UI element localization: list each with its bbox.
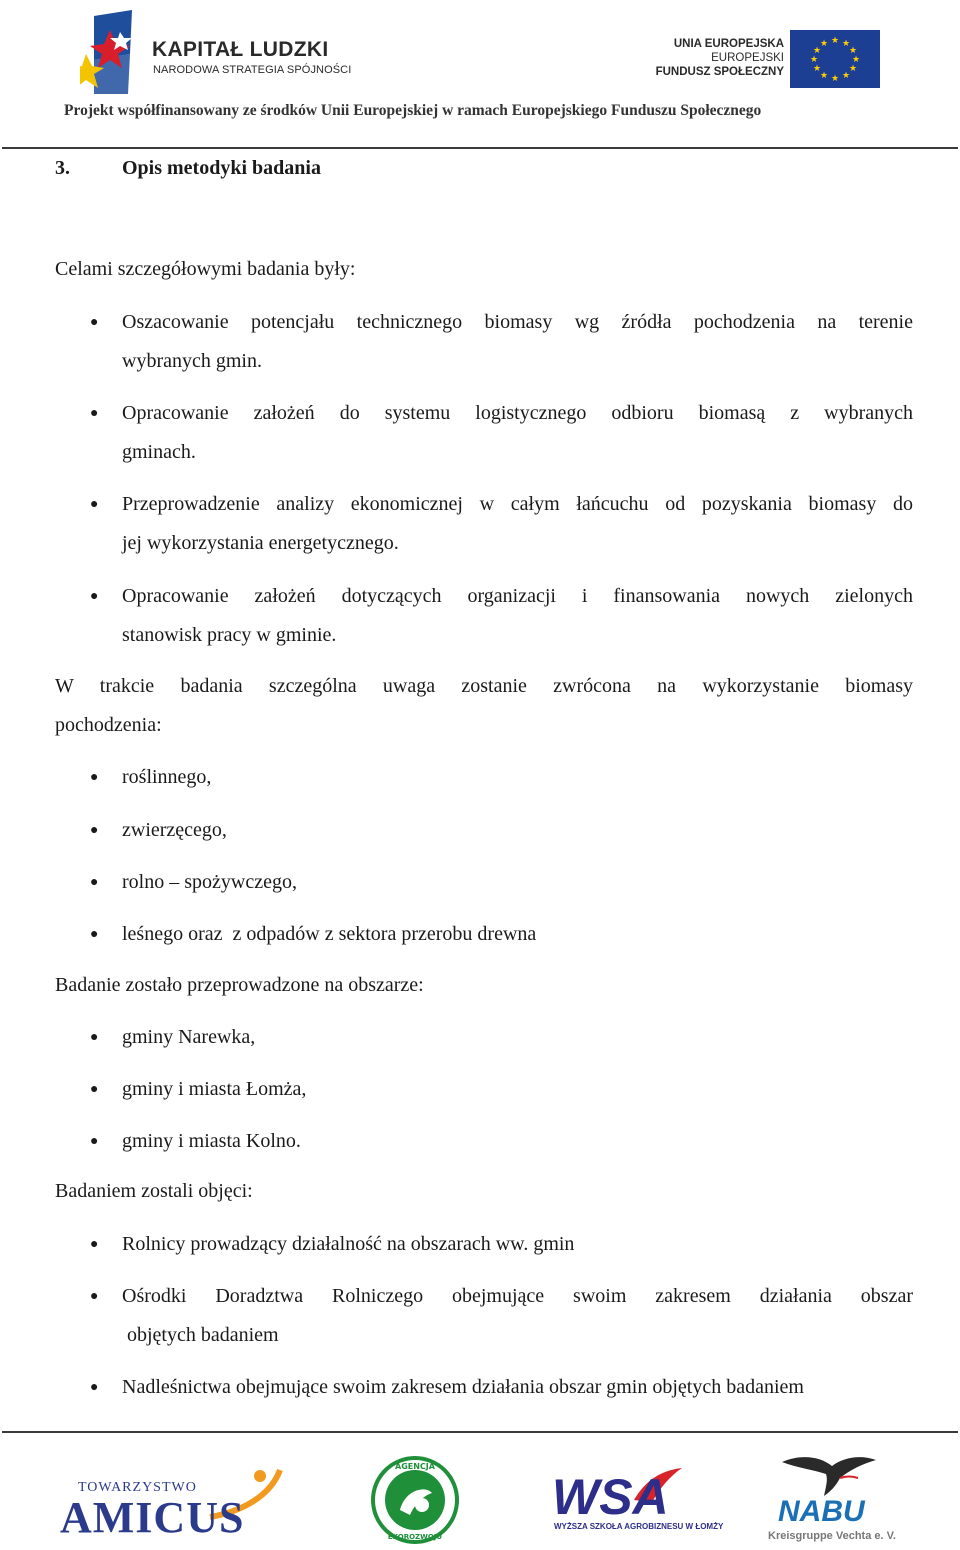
footer-divider <box>2 1431 958 1433</box>
bullet-icon: ● <box>90 315 99 330</box>
kapital-ludzki-subtitle: NARODOWA STRATEGIA SPÓJNOŚCI <box>153 64 352 76</box>
svg-text:★: ★ <box>812 64 822 74</box>
kapital-ludzki-title: KAPITAŁ LUDZKI <box>152 38 329 61</box>
kapital-ludzki-logo <box>80 10 160 95</box>
goals-intro: Celami szczegółowymi badania były: <box>55 258 356 280</box>
bullet-icon: ● <box>90 1380 99 1395</box>
section-number: 3. <box>55 157 70 179</box>
eu-fund-text <box>640 37 784 79</box>
subjects-intro: Badaniem zostali objęci: <box>55 1180 253 1202</box>
eu-line-1: UNIA EUROPEJSKA <box>673 38 784 50</box>
eu-flag-icon <box>790 30 880 88</box>
svg-text:★: ★ <box>851 55 861 65</box>
bullet-icon: ● <box>90 1082 99 1097</box>
svg-text:★: ★ <box>809 55 819 65</box>
svg-text:★: ★ <box>830 36 840 46</box>
wsa-big-text: WSA <box>552 1469 669 1525</box>
svg-text:★: ★ <box>841 39 851 49</box>
bullet-icon: ● <box>90 1289 99 1304</box>
eu-line-2: EUROPEJSKI <box>711 52 784 64</box>
wsa-sub-text: WYŻSZA SZKOŁA AGROBIZNESU W ŁOMŻY <box>554 1522 724 1531</box>
agencja-ekorozwoju-logo-icon <box>370 1455 460 1545</box>
nabu-sub-text: Kreisgruppe Vechta e. V. <box>768 1530 896 1542</box>
page-header <box>0 0 960 148</box>
focus-paragraph-line-1: W trakcie badania szczególna uwaga zostanie zwrócona na wykorzystanie biomasy <box>55 675 913 697</box>
bullet-icon: ● <box>90 770 99 785</box>
svg-text:★: ★ <box>812 46 822 56</box>
ekorozwoj-bottom-text: EKOROZWOJU <box>387 1533 443 1541</box>
bullet-icon: ● <box>90 875 99 890</box>
area-intro: Badanie zostało przeprowadzone na obszarze: <box>55 974 424 996</box>
amicus-big-text: AMICUS <box>60 1493 245 1542</box>
svg-text:★: ★ <box>848 64 858 74</box>
cofinancing-tagline: Projekt współfinansowany ze środków Unii Europejskiej w ramach Europejskiego Funduszu Społecznego <box>64 102 762 119</box>
header-divider <box>2 147 958 149</box>
bullet-icon: ● <box>90 1030 99 1045</box>
bullet-icon: ● <box>90 927 99 942</box>
bullet-icon: ● <box>90 497 99 512</box>
bullet-icon: ● <box>90 589 99 604</box>
nabu-big-text: NABU <box>778 1495 865 1528</box>
svg-text:★: ★ <box>819 71 829 81</box>
ekorozwoj-top-text: AGENCJA <box>395 1462 435 1471</box>
svg-text:★: ★ <box>841 71 851 81</box>
svg-text:★: ★ <box>848 46 858 56</box>
eu-line-3: FUNDUSZ SPOŁECZNY <box>655 66 784 78</box>
stork-icon <box>780 1450 880 1500</box>
bullet-icon: ● <box>90 823 99 838</box>
bullet-icon: ● <box>90 1237 99 1252</box>
svg-text:★: ★ <box>819 39 829 49</box>
section-heading <box>55 157 321 180</box>
focus-paragraph-line-2: pochodzenia: <box>55 714 162 736</box>
amicus-small-text: TOWARZYSTWO <box>78 1480 197 1495</box>
section-title: Opis metodyki badania <box>122 157 321 179</box>
bullet-icon: ● <box>90 406 99 421</box>
svg-text:★: ★ <box>830 74 840 84</box>
bullet-icon: ● <box>90 1134 99 1149</box>
